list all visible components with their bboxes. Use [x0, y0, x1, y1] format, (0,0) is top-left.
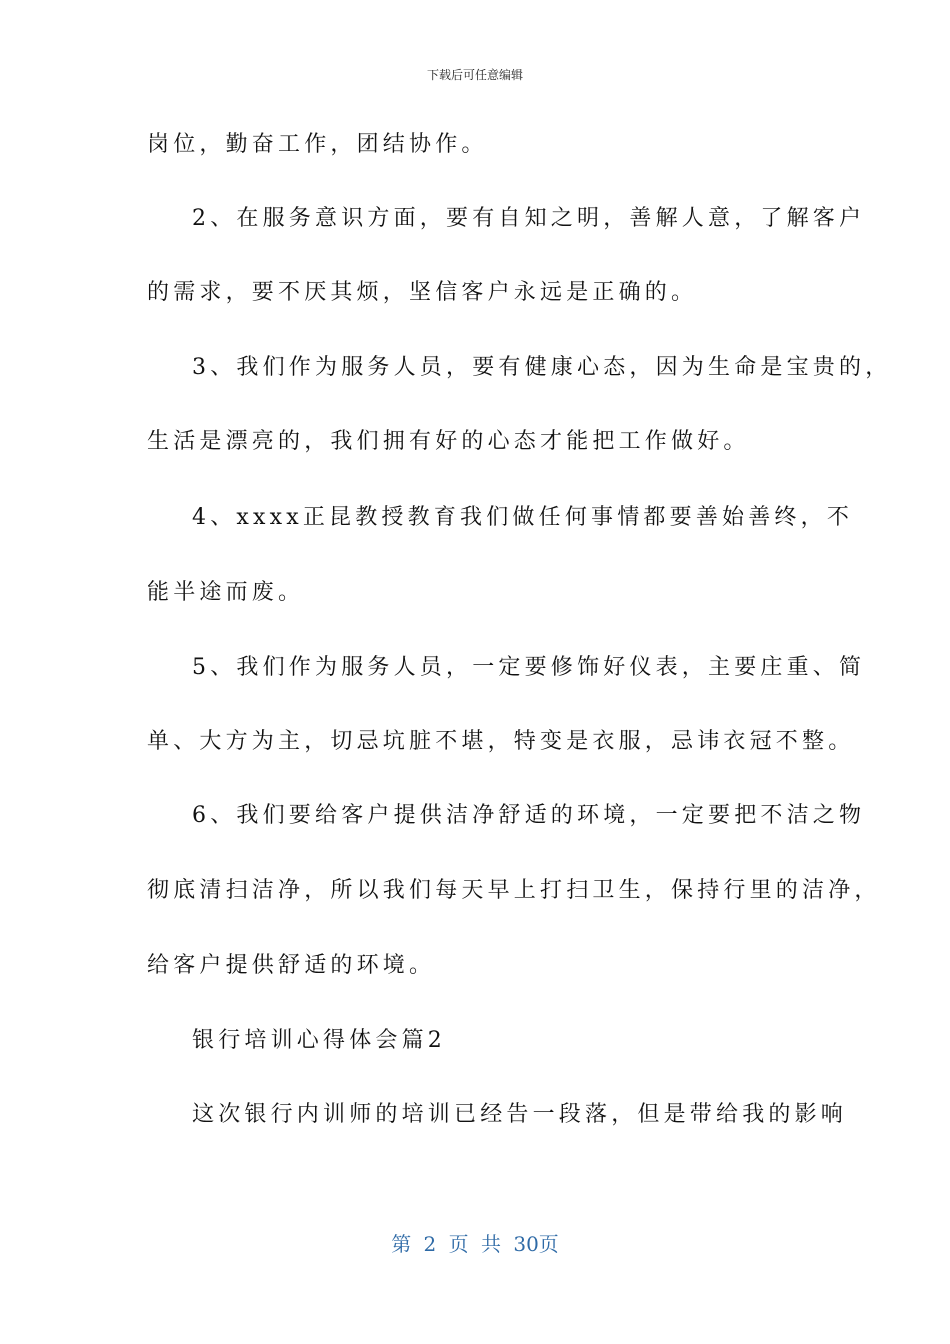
body-line: 2、在服务意识方面，要有自知之明，善解人意，了解客户	[192, 206, 866, 231]
body-line: 彻底清扫洁净，所以我们每天早上打扫卫生，保持行里的洁净，	[147, 878, 881, 903]
body-line: 的需求，要不厌其烦，坚信客户永远是正确的。	[147, 280, 698, 305]
body-line: 5、我们作为服务人员，一定要修饰好仪表，主要庄重、简	[192, 655, 866, 680]
body-line: 单、大方为主，切忌坑脏不堪，特变是衣服，忌讳衣冠不整。	[147, 729, 855, 754]
body-line: 岗位，勤奋工作，团结协作。	[147, 132, 488, 157]
body-line: 能半途而废。	[147, 580, 305, 605]
body-line: 给客户提供舒适的环境。	[147, 953, 436, 978]
body-line: 6、我们要给客户提供洁净舒适的环境，一定要把不洁之物	[192, 803, 866, 828]
body-line: 3、我们作为服务人员，要有健康心态，因为生命是宝贵的，	[192, 355, 892, 380]
body-line: 4、xxxx正昆教授教育我们做任何事情都要善始善终，不	[192, 505, 854, 530]
page-number: 第 2 页 共 30页	[391, 1232, 559, 1256]
body-line: 生活是漂亮的，我们拥有好的心态才能把工作做好。	[147, 429, 750, 454]
page-header-note: 下载后可任意编辑	[426, 68, 523, 82]
body-line: 这次银行内训师的培训已经告一段落，但是带给我的影响	[192, 1102, 848, 1127]
section-heading: 银行培训心得体会篇2	[192, 1028, 446, 1053]
